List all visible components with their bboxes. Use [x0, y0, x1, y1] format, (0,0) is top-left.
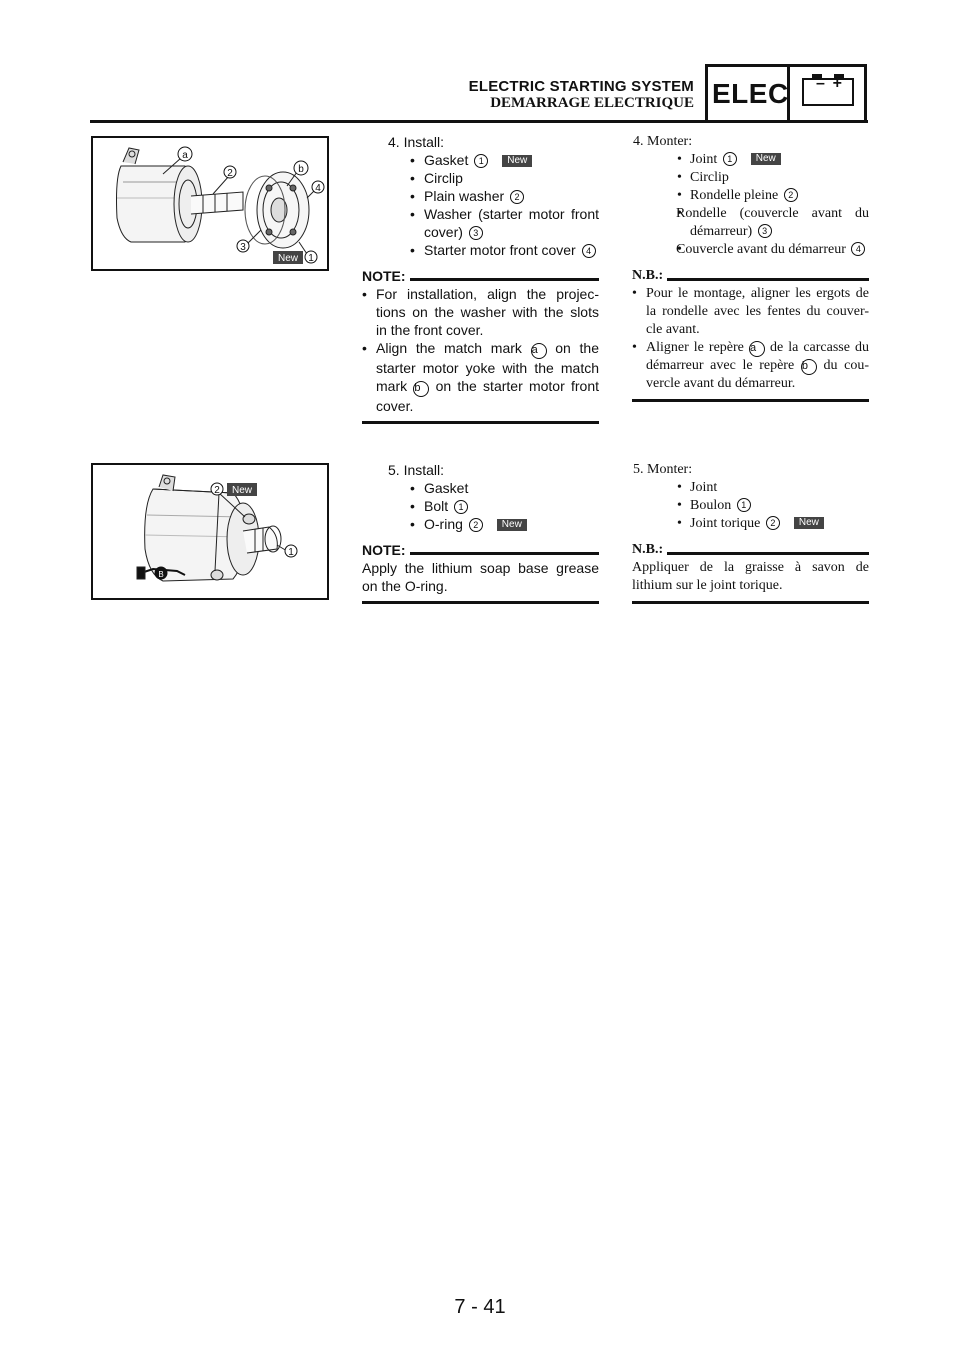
en-step4	[362, 133, 599, 424]
new-tag: New	[751, 153, 781, 165]
fr-nb-end-rule	[632, 601, 869, 604]
fr-nb-bullet-1-l1: • Pour le montage, aligner les ergots de	[632, 285, 869, 303]
en-note-bullet-1-l1: • For installation, align the projec-	[362, 285, 599, 303]
fr-nb-bullet-2-l2: démarreur avec le repère b du cou-	[646, 358, 869, 373]
fr-step4-item-5: • Couvercle avant du démarreur 4	[632, 241, 869, 259]
en-note-heading: NOTE:	[362, 267, 599, 285]
header-rule	[90, 120, 868, 123]
figure1-new-tag: New	[277, 253, 299, 264]
callout-2: 2	[214, 485, 220, 496]
fr-nb-heading: N.B.:	[632, 541, 869, 559]
fr-step4-item-3: • Rondelle pleine 2	[632, 187, 869, 205]
starter-motor-illustration-2	[93, 465, 327, 598]
callout-4: 4	[315, 183, 321, 194]
fr-step5-item-3: • Joint torique 2 New	[632, 515, 869, 533]
new-tag: New	[502, 155, 532, 167]
en-note-bullet-2-l4: cover.	[376, 398, 414, 414]
mark-a: a	[749, 341, 765, 357]
fr-step5-note-l2: lithium sur le joint torique.	[632, 578, 783, 593]
fr-nb-bullet-2-l1: • Aligner le repère a de la carcasse du	[632, 339, 869, 357]
figure-starter-front-cover	[91, 136, 329, 271]
callout-2: 2	[227, 168, 233, 179]
starter-motor-illustration-1	[93, 138, 327, 269]
mark-a: a	[531, 343, 547, 359]
mark-b: b	[801, 359, 817, 375]
en-step4-item-5: • Starter motor front cover 4	[362, 241, 599, 259]
en-step5-title: 5. Install:	[388, 462, 445, 478]
en-note-bullet-2-l3: mark b on the starter motor front	[362, 377, 599, 397]
battery-minus: –	[816, 75, 825, 92]
fr-step5-title: 5. Monter:	[633, 462, 693, 477]
en-step4-item-2: • Circlip	[362, 169, 599, 187]
en-step4-item-4: • Washer (starter motor front	[362, 205, 599, 223]
en-step4-item-1: • Gasket 1 New	[362, 151, 599, 169]
en-note-bullet-2-l2: starter motor yoke with the match	[376, 360, 599, 376]
fr-step4-item-4: • Rondelle (couvercle avant du	[632, 205, 869, 223]
fr-step5-item-2: • Boulon 1	[632, 497, 869, 515]
fr-nb-bullet-1-l2: la rondelle avec les fentes du couver-	[646, 304, 869, 319]
fr-nb-heading: N.B.:	[632, 267, 869, 285]
grease-symbol: B	[158, 570, 164, 579]
figure2-new-tag: New	[231, 485, 253, 496]
battery-plus: +	[832, 75, 842, 92]
en-step4-item-3: • Plain washer 2	[362, 187, 599, 205]
battery-icon	[802, 75, 854, 106]
new-tag: New	[794, 517, 824, 529]
en-note-bullet-2-l1: • Align the match mark a on the	[362, 339, 599, 359]
callout-b: b	[298, 164, 304, 175]
en-step5-item-2: • Bolt 1	[362, 497, 599, 515]
fr-step4-item-4-cont: démarreur) 3	[632, 223, 869, 241]
en-step5-item-1: • Gasket	[362, 479, 599, 497]
callout-a: a	[182, 150, 188, 161]
en-step5	[362, 461, 599, 604]
page-number: 7 - 41	[454, 1296, 506, 1318]
fr-nb-end-rule	[632, 399, 869, 402]
fr-step4-item-1: • Joint 1 New	[632, 151, 869, 169]
header-title-fr: DEMARRAGE ELECTRIQUE	[490, 95, 694, 111]
fr-nb-bullet-2-l3: vercle avant du démarreur.	[646, 376, 796, 391]
fr-nb-bullet-1-l3: cle avant.	[646, 322, 700, 337]
en-note-end-rule	[362, 421, 599, 424]
fr-step4-item-2: • Circlip	[632, 169, 869, 187]
en-step5-item-3: • O-ring 2 New	[362, 515, 599, 533]
callout-1: 1	[288, 547, 294, 558]
en-note-bullet-1-l3: in the front cover.	[376, 322, 484, 338]
en-note-heading: NOTE:	[362, 541, 599, 559]
en-step4-item-4-cont: cover) 3	[362, 223, 599, 241]
callout-3: 3	[240, 242, 246, 253]
en-step5-note-l2: on the O-ring.	[362, 578, 448, 594]
fr-step4	[632, 133, 869, 402]
en-note-bullet-1-l2: tions on the washer with the slots	[376, 304, 599, 320]
en-note-end-rule	[362, 601, 599, 604]
fr-step5	[632, 461, 869, 604]
figure-starter-oring	[91, 463, 329, 600]
en-step5-note-l1: Apply the lithium soap base grease	[362, 560, 599, 576]
fr-step5-note-l1: Appliquer de la graisse à savon de	[632, 560, 869, 575]
section-code: ELEC	[712, 78, 789, 109]
en-step4-title: 4. Install:	[388, 134, 445, 150]
callout-1: 1	[308, 253, 314, 264]
fr-step5-item-1: • Joint	[632, 479, 869, 497]
mark-b: b	[413, 381, 429, 397]
header-title-en: ELECTRIC STARTING SYSTEM	[468, 78, 694, 95]
fr-step4-title: 4. Monter:	[633, 134, 693, 149]
new-tag: New	[497, 519, 527, 531]
